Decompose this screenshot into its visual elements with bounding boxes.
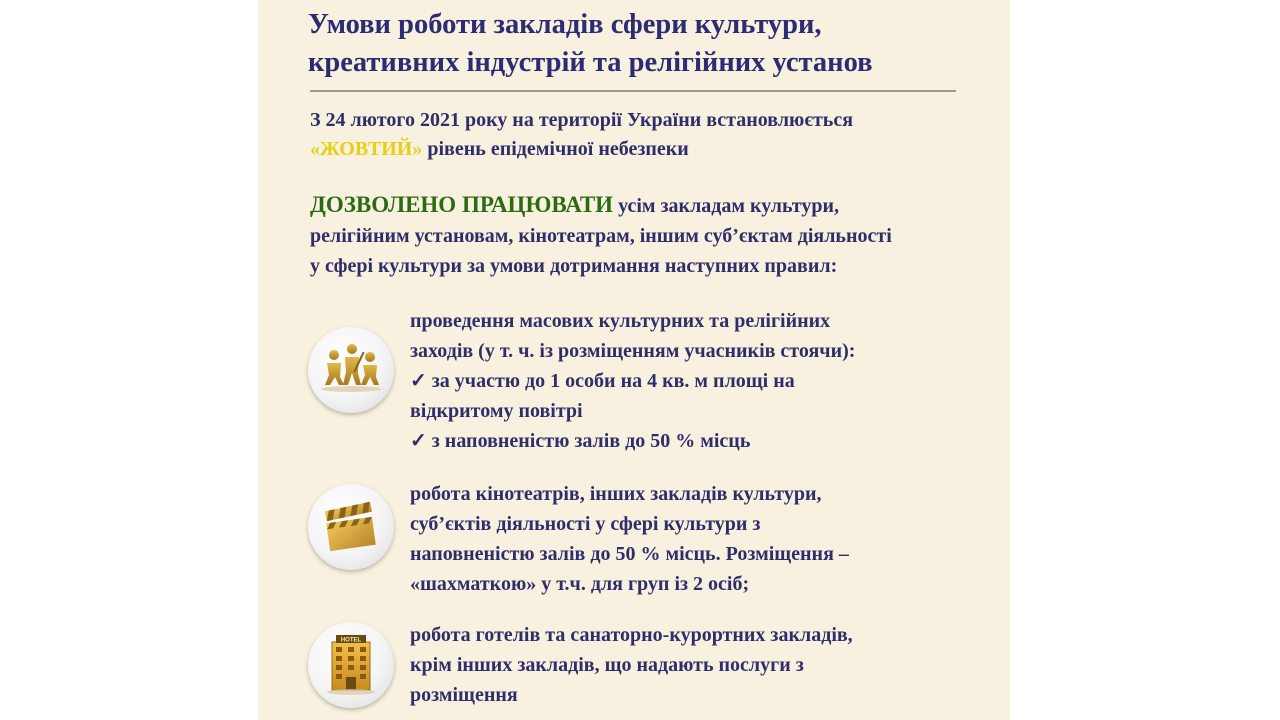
- allowed-label: ДОЗВОЛЕНО ПРАЦЮВАТИ: [310, 192, 614, 217]
- poster: [258, 0, 1010, 720]
- page-title: [308, 6, 998, 82]
- rule-item-hotels: [410, 620, 1000, 710]
- divider: [310, 90, 956, 92]
- list-item: заходів (у т. ч. із розміщенням учасників стоячи):: [410, 340, 856, 362]
- intro-line-1: З 24 лютого 2021 року на території України встановлюється: [310, 109, 854, 131]
- list-item: суб’єктів діяльності у сфері культури з: [410, 513, 761, 535]
- hotel-sign-text: HOTEL: [340, 637, 362, 644]
- intro-text: [310, 106, 990, 164]
- yellow-level-label: «ЖОВТИЙ»: [310, 138, 423, 160]
- rule-item-events: [410, 306, 1000, 456]
- allowed-text: [310, 190, 1000, 281]
- list-item: «шахматкою» у т.ч. для груп із 2 осіб;: [410, 573, 750, 595]
- allowed-line-2: релігійним установам, кінотеатрам, іншим суб’єктам діяльності: [310, 225, 892, 247]
- list-item: наповненістю залів до 50 % місць. Розміщення –: [410, 543, 849, 565]
- allowed-line-3: у сфері культури за умови дотримання наступних правил:: [310, 255, 838, 277]
- allowed-line-1: [310, 190, 1000, 221]
- title-line-1: Умови роботи закладів сфери культури,: [308, 9, 822, 40]
- list-item: робота кінотеатрів, інших закладів культури,: [410, 483, 822, 505]
- musicians-icon: [308, 327, 394, 413]
- title-line-2: креативних індустрій та релігійних установ: [308, 47, 873, 78]
- hotel-icon: [308, 622, 394, 708]
- list-item: відкритому повітрі: [410, 400, 583, 422]
- rule-item-cinemas: [410, 479, 1000, 599]
- allowed-line-1-rest: усім закладам культури,: [613, 195, 840, 217]
- list-item: робота готелів та санаторно-курортних закладів,: [410, 624, 853, 646]
- list-item: проведення масових культурних та релігійних: [410, 310, 831, 332]
- list-item: крім інших закладів, що надають послуги з: [410, 654, 804, 676]
- list-item: ✓ за участю до 1 особи на 4 кв. м площі на: [410, 370, 795, 392]
- list-item: розміщення: [410, 684, 518, 706]
- intro-line-2: [310, 135, 990, 164]
- clapperboard-icon: [308, 484, 394, 570]
- intro-line-2-rest: рівень епідемічної небезпеки: [422, 138, 689, 160]
- list-item: ✓ з наповненістю залів до 50 % місць: [410, 430, 751, 452]
